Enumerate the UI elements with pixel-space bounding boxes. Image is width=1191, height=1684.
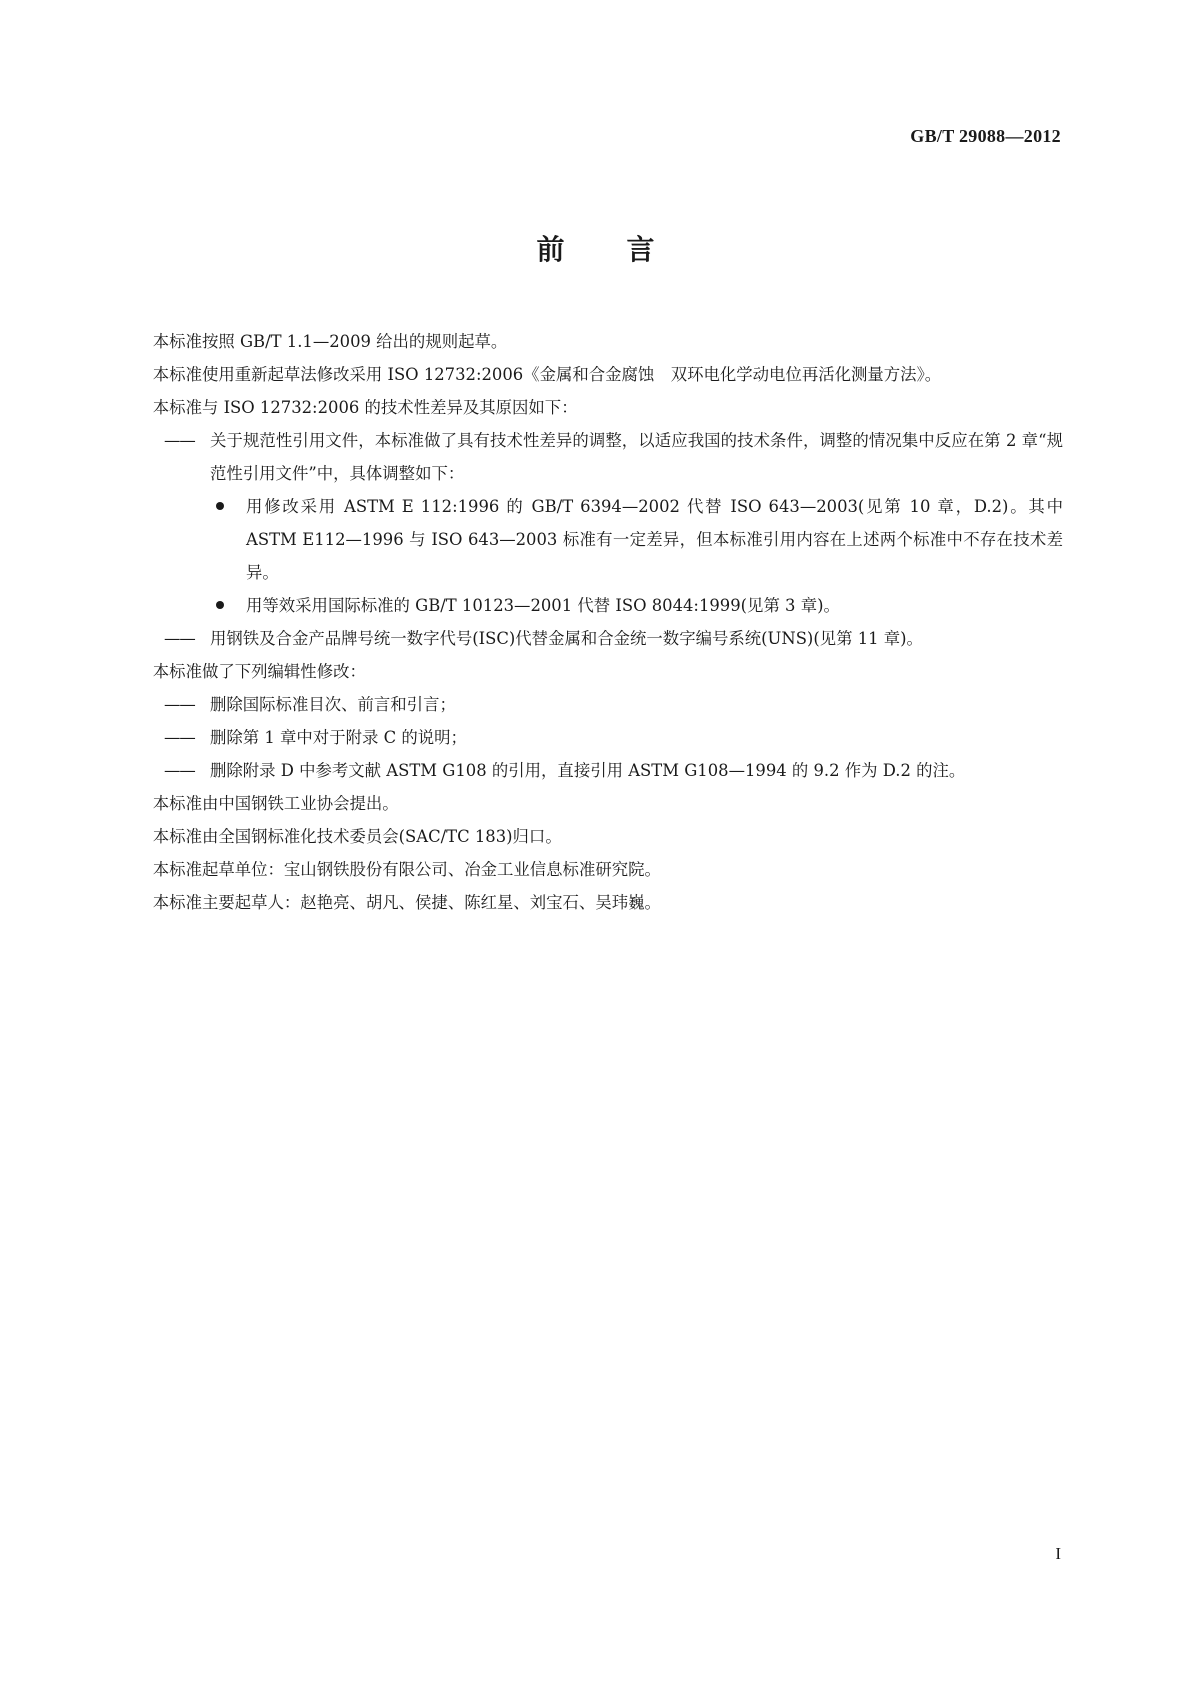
paragraph-technical-differences: 本标准与 ISO 12732:2006 的技术性差异及其原因如下： (152, 398, 578, 417)
paragraph-drafting-rules: 本标准按照 GB/T 1.1—2009 给出的规则起草。 (152, 332, 508, 351)
bullet-item-text: 用修改采用 ASTM E 112:1996 的 GB/T 6394—2002 代替 ISO 643—2003(见第 10 章，D.2)。其中 ASTM E112—1996 与 ISO 643—2003 标准有一定差异，但本标准引用内容在上述两个标准中不存在技术差异。 (246, 497, 1063, 582)
dash-item (120, 424, 1063, 490)
dash-marker: —— (164, 695, 195, 714)
bullet-item-text: 用等效采用国际标准的 GB/T 10123—2001 代替 ISO 8044:1999(见第 3 章)。 (246, 596, 840, 615)
paragraph-drafters: 本标准主要起草人：赵艳亮、胡凡、侯捷、陈红星、刘宝石、吴玮巍。 (152, 893, 661, 912)
dash-item-text: 删除第 1 章中对于附录 C 的说明； (210, 728, 467, 747)
dash-item (120, 721, 1063, 754)
dash-marker: —— (164, 629, 195, 648)
dash-item (120, 688, 1063, 721)
dash-item (120, 754, 1063, 787)
paragraph-under-jurisdiction: 本标准由全国钢标准化技术委员会(SAC/TC 183)归口。 (152, 827, 562, 846)
bullet-dot-icon (216, 601, 224, 609)
standard-code: GB/T 29088—2012 (910, 126, 1061, 146)
dash-item-text: 删除附录 D 中参考文献 ASTM G108 的引用，直接引用 ASTM G108—1994 的 9.2 作为 D.2 的注。 (210, 761, 966, 780)
title-char-2: 言 (626, 233, 655, 266)
paragraph-proposed-by: 本标准由中国钢铁工业协会提出。 (152, 794, 399, 813)
paragraph-drafting-units: 本标准起草单位：宝山钢铁股份有限公司、冶金工业信息标准研究院。 (152, 860, 661, 879)
bullet-item (120, 490, 1063, 589)
dash-item (120, 622, 1063, 655)
dash-marker: —— (164, 431, 195, 450)
title-char-1: 前 (536, 233, 565, 266)
document-body (120, 325, 1063, 919)
paragraph-editorial-changes: 本标准做了下列编辑性修改： (152, 662, 366, 681)
dash-marker: —— (164, 761, 195, 780)
dash-item-text: 关于规范性引用文件，本标准做了具有技术性差异的调整，以适应我国的技术条件，调整的情况集中反应在第 2 章“规范性引用文件”中，具体调整如下： (210, 431, 1063, 483)
dash-item-text: 删除国际标准目次、前言和引言； (210, 695, 456, 714)
dash-item-text: 用钢铁及合金产品牌号统一数字代号(ISC)代替金属和合金统一数字编号系统(UNS)(见第 11 章)。 (210, 629, 923, 648)
page-number: I (1055, 1544, 1061, 1563)
dash-marker: —— (164, 728, 195, 747)
paragraph-adoption: 本标准使用重新起草法修改采用 ISO 12732:2006《金属和合金腐蚀 双环电化学动电位再活化测量方法》。 (152, 365, 942, 384)
page-title (0, 228, 1191, 268)
bullet-item (120, 589, 1063, 622)
bullet-dot-icon (216, 502, 224, 510)
